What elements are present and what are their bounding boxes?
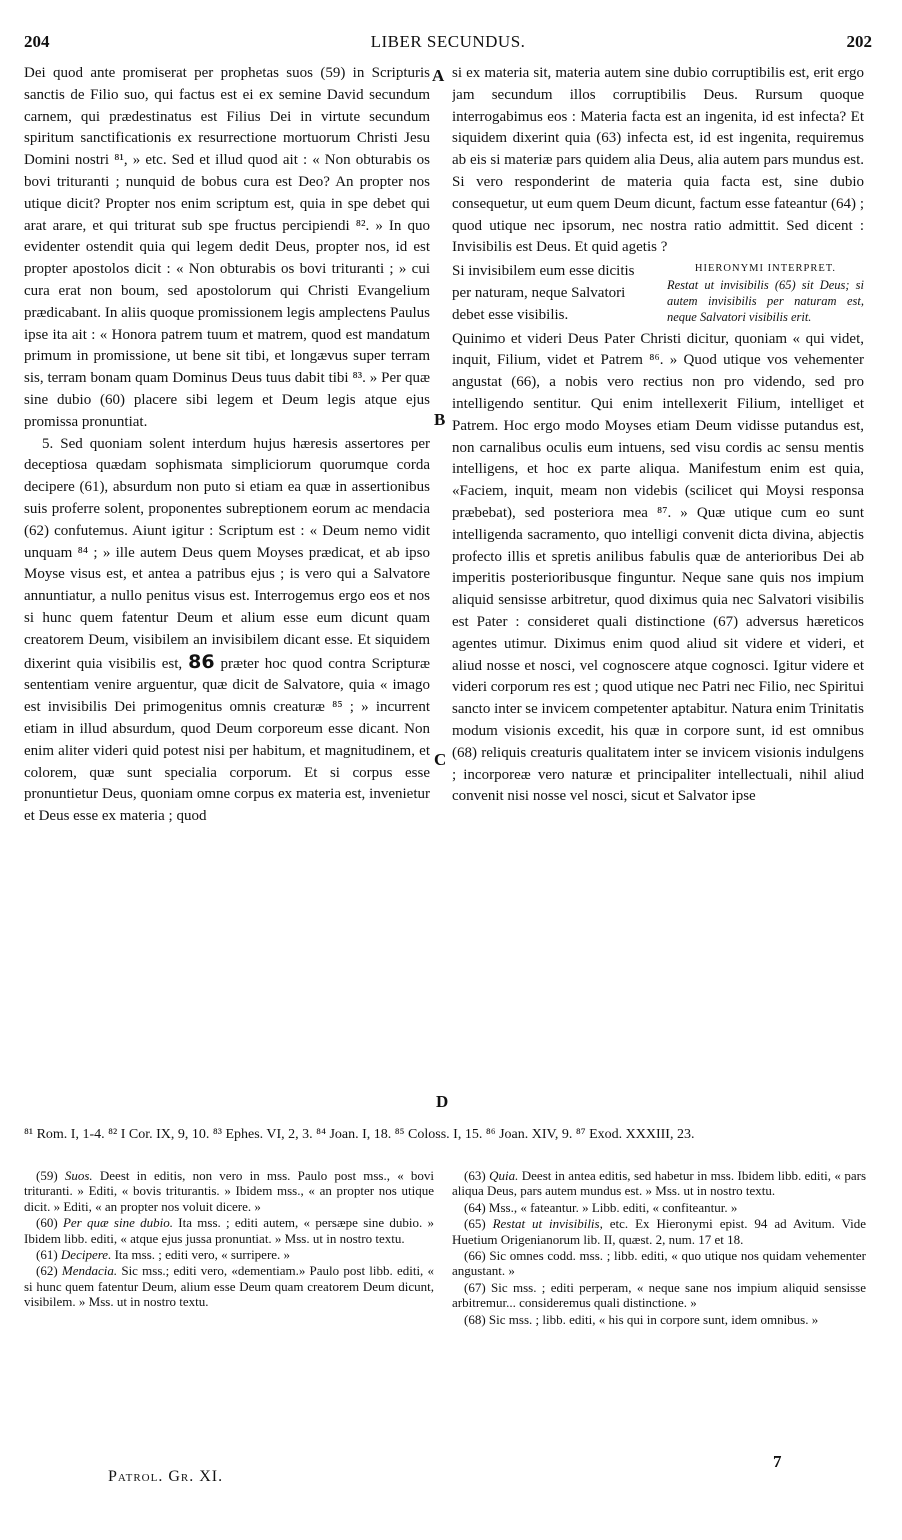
footnote-lemma: Restat ut invisibilis, — [492, 1216, 603, 1232]
footnote — [452, 1216, 866, 1247]
footnote — [24, 1215, 434, 1246]
footnote-number: (60) — [36, 1215, 58, 1231]
left-paragraph-2-part-1: 5. Sed quoniam solent interdum hujus hæresis assertores per deceptiosa quædam sophismata simpliciorum quorumque corda decipere (61), absurdum non puto si etiam ea quæ in assertionibus suis proferre solent, proponentes subreptionem eorum ac mendacia (62) confutemus. Aiunt igitur : Scriptum est : « Deum nemo vidit unquam ⁸⁴ ; » ille autem Deus quem Moyses prædicat, et ab ipso Moyse visus est, et antea a patribus ejus ; is vero qui a Salvatore annuntiatur, a nullo penitus visus est. Interrogemus ergo eos et nos si hunc quem fatentur Deum et alium esse eum dicunt quam creatorem Deum, visibilem an invisibilem dicant esse. Et siquidem dixerint quia visibilis est, — [24, 435, 430, 672]
footnote-number: (63) — [464, 1168, 486, 1183]
margin-marker-c: C — [434, 750, 447, 769]
footnote — [452, 1168, 866, 1199]
footnote — [452, 1312, 866, 1327]
margin-marker-b: B — [434, 410, 446, 429]
footnote-lemma: Suos. — [64, 1168, 93, 1183]
page-header — [24, 32, 872, 60]
left-paragraph-2 — [24, 434, 430, 828]
footnote-number: (61) — [36, 1247, 58, 1263]
left-paragraph-1: Dei quod ante promiserat per prophetas suos (59) in Scripturis sanctis de Filio suo, qui factus est ei ex semine David secundum carnem, qui prædestinatus est Filius Dei in virtute secundum spiritum sanctificationis ex resurrectione mortuorum Christi Jesu Domini nostri ⁸¹, » etc. Sed et illud quod ait : « Non obturabis os bovi trituranti ; nunquid de bobus cura est Deo? An propter nos utique dicit? Propter nos enim scriptum est, quia in spe debet qui arat arare, et qui triturat sub spe fructus percipiendi ⁸². » In quo evidenter ostendit quia qui legem dedit Deus, propter nos, id est propter apostolos dicit : « Non obturabis os bovi trituranti ; » cui cura erat non boum, sed apostolorum qui Christi Evangelium prædicabant. In aliis quoque promissionem legis amplectens Paulus ipse ita ait : « Honora patrem tuum et matrem, quod est mandatum primum in promissione, ut bene sit tibi, et longævus super terram sis, terram bonam quam Dominus Deus tuus dabit tibi ⁸³. » Per quæ sine dubio (60) placere sibi legem et Deum legis atque ejus promissa pronuntiat. — [24, 65, 430, 430]
footnote-number: (59) — [36, 1168, 58, 1183]
footnote-lemma: Decipere. — [60, 1247, 112, 1263]
patrology-reference: Patrol. Gr. XI. — [108, 1468, 224, 1485]
running-title: LIBER SECUNDUS. — [370, 32, 526, 51]
margin-marker-d: D — [436, 1092, 449, 1111]
scripture-citations: ⁸¹ Rom. I, 1-4. ⁸² I Cor. IX, 9, 10. ⁸³ Ephes. VI, 2, 3. ⁸⁴ Joan. I, 18. ⁸⁵ Coloss. I, 15. ⁸⁶ Joan. XIV, 9. ⁸⁷ Exod. XXXIII, 23. — [24, 1127, 695, 1142]
footnote — [452, 1200, 866, 1215]
right-column — [452, 63, 864, 1123]
footnote-number: (66) — [464, 1248, 486, 1264]
hieronymi-sidebar — [667, 261, 864, 326]
footnote-text: Ita mss. ; editi autem, « persæpe sine dubio. » Ibidem libb. editi, « atque ejus jussa pronuntiat. » Mss. ut in nostro textu. — [24, 1215, 435, 1246]
footnotes-left — [24, 1168, 434, 1311]
footnote-lemma: Quia. — [489, 1168, 519, 1183]
footnote-text: Sic mss. ; libb. editi, « his qui in corpore sunt, idem omnibus. » — [488, 1311, 819, 1327]
footnote-number: (65) — [464, 1216, 486, 1232]
hieronymi-parallel — [452, 261, 864, 326]
footnote-text: Mss., « fateantur. » Libb. editi, « confiteantur. » — [488, 1199, 738, 1215]
margin-marker-a: A — [432, 66, 445, 85]
footnote-text: Ita mss. ; editi vero, « surripere. » — [114, 1247, 291, 1263]
footnote-text: etc. Ex Hieronymi epist. 94 ad Avitum. Vide Huetium Origenianorum lib. II, quæst. 2, num. 17 et 18. — [452, 1216, 866, 1247]
hieronymi-sidebar-text: Restat ut invisibilis (65) sit Deus; si autem invisibilis per naturam est, neque Salvatori visibilis erit. — [667, 278, 864, 325]
footnote-number: (68) — [464, 1311, 486, 1327]
footnote — [24, 1263, 434, 1309]
hieronymi-main-text: Si invisibilem eum esse dicitis per naturam, neque Salvatori debet esse visibilis. — [452, 263, 635, 323]
footnote-number: (64) — [464, 1199, 486, 1215]
right-paragraph-2: Quinimo et videri Deus Pater Christi dicitur, quoniam « qui videt, inquit, Filium, videt et Patrem ⁸⁶. » Quod utique vos vehementer angustat (66), a nobis vero rectius non pro videndo, sed pro intelligendo sentitur. Qui enim intellexerit Filium, intelliget et Patrem. Hoc ergo modo Moyses etiam Deum vidisse putandus est, non carnalibus oculis eum intuens, sed visu cordis ac sensu mentis intelligens, et hoc ex parte aliqua. Manifestum enim est quia, «Faciem, inquit, meam non videbis (scilicet qui Moysi responsa præbebat), sed posteriora mea ⁸⁷. » Quæ utique cum eo sunt intelligenda sacramento, quo intelligi convenit dicta divina, abjectis profecto illis et spretis anilibus fabulis quæ de anterioribus Dei ab imperitis posterioribusque finguntur. Neque sane quis nos impium aliquid sensisse arbitretur, quod diximus quia nec Salvatori visibilis est Pater : consideret quali distinctione (67) adversus hæreticos agentes utimur. Diximus enim quod aliud sit videre et videri, et aliud nosse et nosci, vel cognoscere atque cognosci. Igitur videre et videri corporum res est ; quod utique nec Patri nec Filio, nec Spiritui sancto inter se invicem competenter aptabitur. Natura enim Trinitatis modum visionis excedit, his quæ in corpore sunt, id est omnibus (68) reliquis creaturis qualitatem inter se invicem visionis indulgens ; incorporeæ vero naturæ et principaliter intellectuali, nihil aliud convenit nisi nosse vel nosci, sicut et Salvator ipse — [452, 330, 864, 805]
footnote — [452, 1248, 866, 1279]
left-paragraph-2-part-2: præter hoc quod contra Scripturæ sententiam venire arguentur, quæ dicit de Salvatore, quia « imago est invisibilis Dei primogenitus omnis creaturæ ⁸⁵ ; » incurrent etiam in illud absurdum, quod Deum corporeum esse dicant. Non enim aliter videri quid potest nisi per habitum, et magnitudinem, et colorem, quæ sunt specialia corporum. Et si corpus esse pronuntietur Deus, quoniam omne corpus ex materia est, invenietur et Deus esse ex materia ; quod — [24, 655, 430, 825]
column-number-86: 86 — [188, 650, 215, 673]
page-number-right: 202 — [846, 32, 872, 51]
footnote-text: Deest in editis, non vero in mss. Paulo post mss., « bovi trituranti. » Editi, « bovis triturantis. » Ibidem mss., « an propter nos utique dicit. » Editi, « an propter nos voluit dicere. » — [24, 1168, 434, 1214]
footnote-lemma: Per quæ sine dubio. — [62, 1215, 174, 1231]
footnote-lemma: Mendacia. — [61, 1263, 118, 1279]
hieronymi-title: HIERONYMI INTERPRET. — [694, 263, 837, 275]
footnote-number: (62) — [36, 1263, 58, 1279]
signature-number: 7 — [773, 1452, 782, 1471]
footnote — [452, 1280, 866, 1311]
footnote-text: Sic mss. ; editi perperam, « neque sane nos impium aliquid sensisse arbitremur... consideremus quali distinctione. » — [452, 1279, 867, 1311]
right-paragraph-1: si ex materia sit, materia autem sine dubio corruptibilis est, erit ergo jam secundum illos corruptibilis Deus. Rursum quoque interrogabimus eos : Materia facta est an ingenita, id est infecta? Et siquidem dixerint quia (63) infecta est, id est ingenita, requiremus ab eis si materiæ pars quidem alia Deus, alia autem pars mundus est. Si vero responderint de materia quia facta est, sine dubio consequetur, ut eum quem Deum dicunt, factum esse fateantur (64) ; quod utique nec ipsorum, nec nostra ratio admittit. Sed dicent : Invisibilis est Deus. Et quid agetis ? — [452, 65, 864, 256]
footnote-text: Deest in antea editis, sed habetur in mss. Ibidem libb. editi, « pars aliqua Deus, pars autem mundus est. » Mss. ut in nostro textu. — [452, 1168, 867, 1199]
footnote — [24, 1247, 434, 1262]
footnote-text: Sic mss.; editi vero, «dementiam.» Paulo post libb. editi, « si hunc quem fatentur Deum, alium esse Deum quam creatorem Deum dicunt, visibilem. » Mss. ut in nostro textu. — [24, 1263, 435, 1310]
footnote — [24, 1168, 434, 1214]
page-number-left: 204 — [24, 32, 50, 51]
footnote-text: Sic omnes codd. mss. ; libb. editi, « quo utique nos quidam vehementer angustant. » — [452, 1248, 866, 1279]
footnote-number: (67) — [464, 1279, 486, 1295]
footnotes-right — [452, 1168, 866, 1328]
left-column — [24, 63, 430, 1123]
